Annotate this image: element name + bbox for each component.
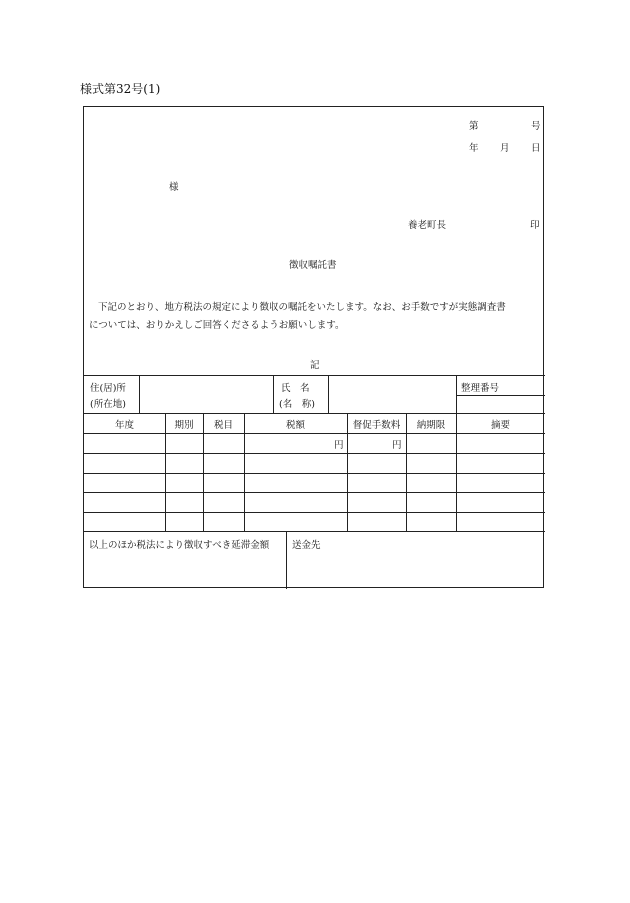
address-label: 住(居)所	[90, 383, 126, 394]
other-arrears-label: 以上のほか税法により徴収すべき延滞金額	[89, 540, 270, 551]
column-header-tax-item: 税目	[213, 420, 233, 431]
form-number: 様式第32号(1)	[80, 82, 161, 96]
document-title: 徴収嘱託書	[289, 260, 337, 271]
body-text-line-1: 下記のとおり、地方税法の規定により徴収の嘱託をいたします。なお、お手数ですが実態調査書	[98, 302, 506, 313]
commission-form	[83, 106, 544, 588]
reference-number-label: 整理番号	[461, 383, 500, 394]
body-text-line-2: については、おりかえしご回答くださるようお願いします。	[89, 320, 345, 331]
address-label-alt: (所在地)	[90, 399, 126, 410]
number-label-go: 号	[531, 121, 541, 132]
column-header-reminder-fee: 督促手数料	[352, 420, 401, 431]
reminder-fee-unit: 円	[392, 440, 402, 451]
addressee-suffix: 様	[169, 182, 179, 193]
number-label-dai: 第	[469, 121, 479, 132]
column-header-fiscal-year: 年度	[114, 420, 134, 431]
date-year-label: 年	[469, 143, 479, 154]
ki-heading: 記	[310, 360, 320, 371]
date-day-label: 日	[531, 143, 541, 154]
tax-amount-unit: 円	[334, 440, 344, 451]
name-label-alt: (名 称)	[279, 399, 315, 410]
column-header-remarks: 摘要	[490, 420, 510, 431]
column-header-tax-amount: 税額	[285, 420, 305, 431]
issuer-name: 養老町長	[408, 220, 447, 231]
column-header-due-date: 納期限	[416, 420, 446, 431]
remit-to-label: 送金先	[292, 540, 321, 551]
column-header-period: 期別	[174, 420, 194, 431]
date-month-label: 月	[500, 143, 510, 154]
seal-mark: 印	[530, 220, 540, 231]
name-label: 氏 名	[281, 383, 310, 394]
